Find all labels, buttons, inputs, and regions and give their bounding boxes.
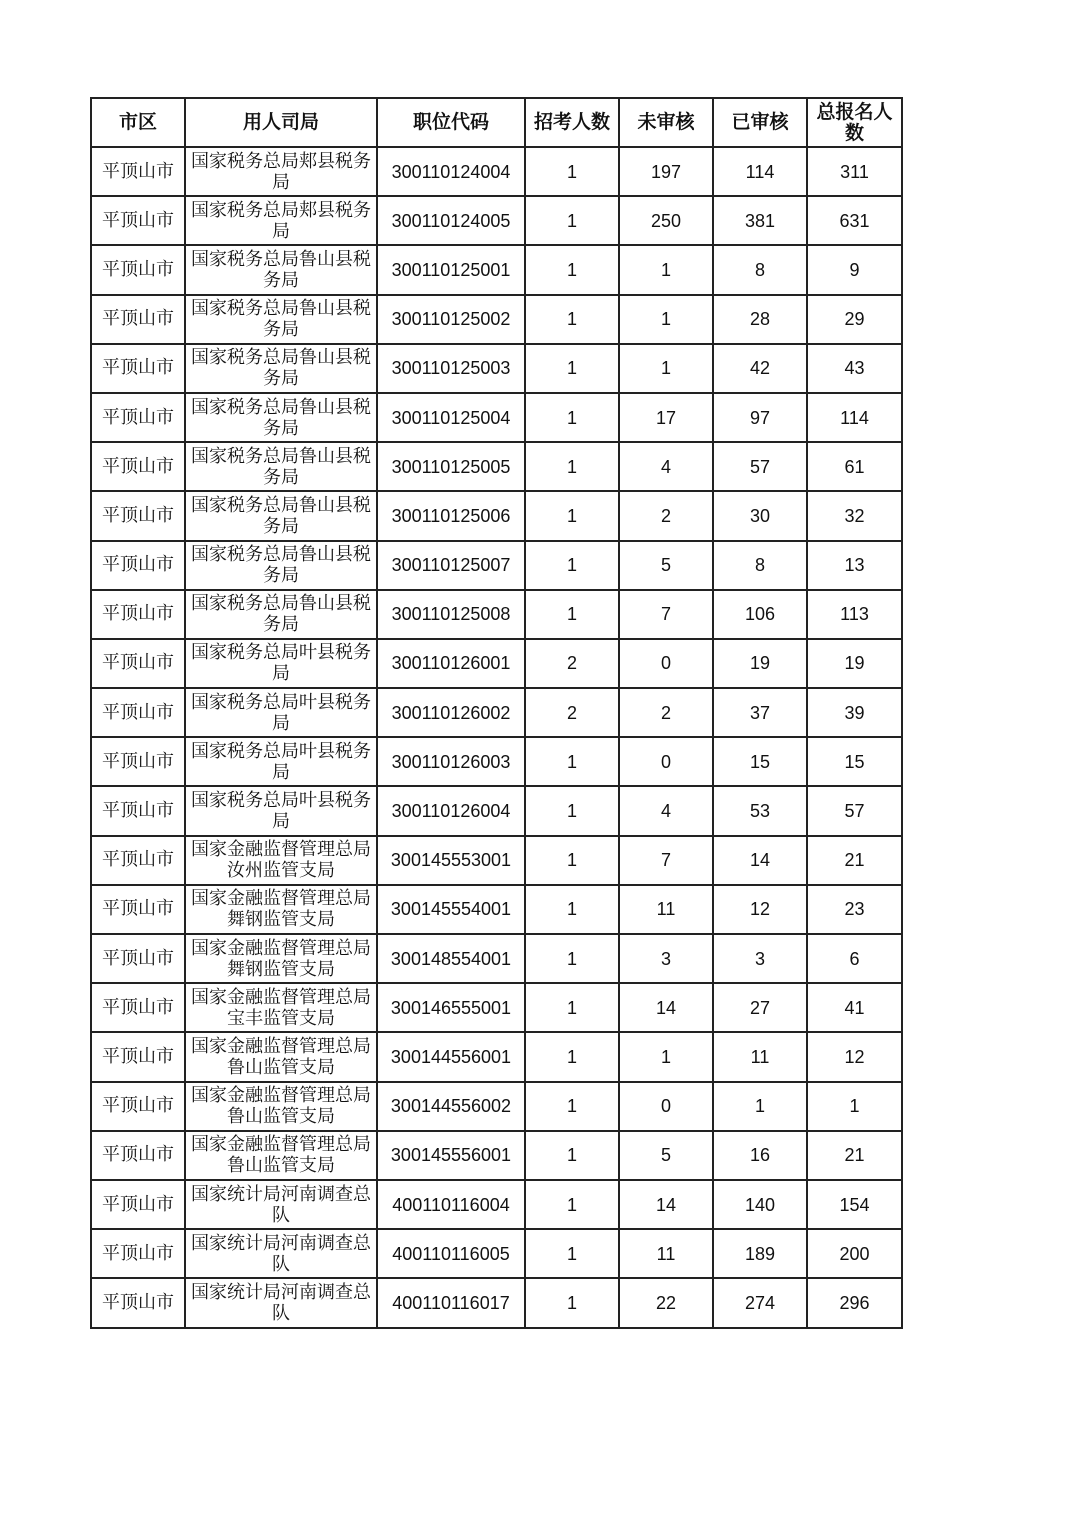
table-row — [91, 983, 902, 1032]
table-row — [91, 295, 902, 344]
cell-department: 国家金融监督管理总局宝丰监管支局 — [185, 983, 377, 1032]
table-row — [91, 737, 902, 786]
cell-department: 国家统计局河南调查总队 — [185, 1229, 377, 1278]
table-row — [91, 344, 902, 393]
cell-approved: 140 — [713, 1180, 807, 1229]
cell-pending: 14 — [619, 1180, 713, 1229]
cell-position-code: 300148554001 — [377, 934, 525, 983]
table-row — [91, 688, 902, 737]
table-body — [91, 147, 902, 1328]
cell-position-code: 300110125001 — [377, 245, 525, 294]
cell-approved: 57 — [713, 442, 807, 491]
cell-city: 平顶山市 — [91, 1180, 185, 1229]
table-row — [91, 147, 902, 196]
table-row — [91, 491, 902, 540]
cell-total: 23 — [807, 885, 902, 934]
table-row — [91, 786, 902, 835]
header-total: 总报名人数 — [807, 98, 902, 147]
cell-position-code: 300110125002 — [377, 295, 525, 344]
cell-department: 国家税务总局鲁山县税务局 — [185, 344, 377, 393]
cell-city: 平顶山市 — [91, 1131, 185, 1180]
cell-city: 平顶山市 — [91, 442, 185, 491]
cell-city: 平顶山市 — [91, 196, 185, 245]
cell-city: 平顶山市 — [91, 885, 185, 934]
table-row — [91, 541, 902, 590]
cell-approved: 27 — [713, 983, 807, 1032]
cell-position-code: 300110124005 — [377, 196, 525, 245]
cell-city: 平顶山市 — [91, 836, 185, 885]
cell-city: 平顶山市 — [91, 245, 185, 294]
cell-total: 32 — [807, 491, 902, 540]
cell-quota: 1 — [525, 295, 619, 344]
cell-approved: 1 — [713, 1082, 807, 1131]
cell-position-code: 300110126003 — [377, 737, 525, 786]
cell-pending: 4 — [619, 786, 713, 835]
cell-quota: 1 — [525, 245, 619, 294]
cell-position-code: 300144556002 — [377, 1082, 525, 1131]
cell-quota: 1 — [525, 442, 619, 491]
table-row — [91, 836, 902, 885]
cell-department: 国家税务总局鲁山县税务局 — [185, 442, 377, 491]
table-row — [91, 934, 902, 983]
table-row — [91, 245, 902, 294]
cell-department: 国家金融监督管理总局汝州监管支局 — [185, 836, 377, 885]
cell-pending: 14 — [619, 983, 713, 1032]
cell-pending: 11 — [619, 885, 713, 934]
cell-department: 国家金融监督管理总局鲁山监管支局 — [185, 1131, 377, 1180]
cell-total: 200 — [807, 1229, 902, 1278]
table-row — [91, 1032, 902, 1081]
cell-approved: 11 — [713, 1032, 807, 1081]
cell-quota: 1 — [525, 1278, 619, 1327]
cell-pending: 0 — [619, 639, 713, 688]
cell-quota: 1 — [525, 344, 619, 393]
cell-pending: 0 — [619, 1082, 713, 1131]
cell-position-code: 300110126001 — [377, 639, 525, 688]
cell-department: 国家税务总局鲁山县税务局 — [185, 393, 377, 442]
cell-city: 平顶山市 — [91, 1278, 185, 1327]
cell-city: 平顶山市 — [91, 983, 185, 1032]
cell-city: 平顶山市 — [91, 393, 185, 442]
cell-city: 平顶山市 — [91, 541, 185, 590]
cell-total: 113 — [807, 590, 902, 639]
cell-department: 国家税务总局鲁山县税务局 — [185, 245, 377, 294]
cell-quota: 1 — [525, 393, 619, 442]
cell-position-code: 300110125007 — [377, 541, 525, 590]
cell-pending: 3 — [619, 934, 713, 983]
cell-pending: 5 — [619, 541, 713, 590]
cell-approved: 15 — [713, 737, 807, 786]
cell-quota: 1 — [525, 1180, 619, 1229]
cell-position-code: 300145556001 — [377, 1131, 525, 1180]
cell-city: 平顶山市 — [91, 688, 185, 737]
cell-quota: 1 — [525, 737, 619, 786]
table-row — [91, 885, 902, 934]
table-row — [91, 639, 902, 688]
cell-quota: 1 — [525, 1229, 619, 1278]
cell-quota: 1 — [525, 491, 619, 540]
cell-city: 平顶山市 — [91, 737, 185, 786]
cell-department: 国家税务总局鲁山县税务局 — [185, 590, 377, 639]
table-row — [91, 1082, 902, 1131]
header-department: 用人司局 — [185, 98, 377, 147]
cell-total: 29 — [807, 295, 902, 344]
cell-position-code: 400110116004 — [377, 1180, 525, 1229]
registration-table — [90, 97, 903, 1329]
cell-pending: 22 — [619, 1278, 713, 1327]
cell-approved: 28 — [713, 295, 807, 344]
cell-total: 21 — [807, 836, 902, 885]
cell-position-code: 300110125006 — [377, 491, 525, 540]
cell-quota: 1 — [525, 541, 619, 590]
cell-total: 39 — [807, 688, 902, 737]
cell-pending: 2 — [619, 688, 713, 737]
cell-total: 114 — [807, 393, 902, 442]
cell-approved: 97 — [713, 393, 807, 442]
cell-approved: 37 — [713, 688, 807, 737]
cell-department: 国家税务总局鲁山县税务局 — [185, 541, 377, 590]
cell-total: 57 — [807, 786, 902, 835]
cell-quota: 1 — [525, 836, 619, 885]
cell-approved: 30 — [713, 491, 807, 540]
cell-pending: 4 — [619, 442, 713, 491]
cell-department: 国家税务总局郏县税务局 — [185, 196, 377, 245]
cell-position-code: 300110125003 — [377, 344, 525, 393]
cell-quota: 1 — [525, 983, 619, 1032]
cell-city: 平顶山市 — [91, 786, 185, 835]
cell-total: 19 — [807, 639, 902, 688]
cell-approved: 12 — [713, 885, 807, 934]
table-row — [91, 590, 902, 639]
cell-position-code: 300144556001 — [377, 1032, 525, 1081]
cell-total: 13 — [807, 541, 902, 590]
cell-department: 国家金融监督管理总局鲁山监管支局 — [185, 1032, 377, 1081]
cell-pending: 7 — [619, 836, 713, 885]
cell-pending: 5 — [619, 1131, 713, 1180]
cell-department: 国家税务总局叶县税务局 — [185, 639, 377, 688]
cell-position-code: 300110125005 — [377, 442, 525, 491]
cell-city: 平顶山市 — [91, 1082, 185, 1131]
cell-department: 国家统计局河南调查总队 — [185, 1180, 377, 1229]
cell-approved: 274 — [713, 1278, 807, 1327]
cell-department: 国家税务总局叶县税务局 — [185, 737, 377, 786]
cell-position-code: 300110125008 — [377, 590, 525, 639]
cell-quota: 2 — [525, 688, 619, 737]
cell-quota: 1 — [525, 786, 619, 835]
cell-department: 国家税务总局鲁山县税务局 — [185, 295, 377, 344]
table-row — [91, 1278, 902, 1327]
cell-pending: 1 — [619, 344, 713, 393]
cell-quota: 1 — [525, 196, 619, 245]
cell-pending: 0 — [619, 737, 713, 786]
cell-approved: 189 — [713, 1229, 807, 1278]
header-quota: 招考人数 — [525, 98, 619, 147]
cell-total: 41 — [807, 983, 902, 1032]
cell-total: 43 — [807, 344, 902, 393]
cell-quota: 1 — [525, 1131, 619, 1180]
cell-city: 平顶山市 — [91, 491, 185, 540]
cell-total: 21 — [807, 1131, 902, 1180]
cell-city: 平顶山市 — [91, 934, 185, 983]
cell-position-code: 400110116017 — [377, 1278, 525, 1327]
cell-quota: 1 — [525, 590, 619, 639]
cell-city: 平顶山市 — [91, 639, 185, 688]
cell-pending: 7 — [619, 590, 713, 639]
cell-approved: 14 — [713, 836, 807, 885]
header-approved: 已审核 — [713, 98, 807, 147]
cell-pending: 11 — [619, 1229, 713, 1278]
cell-position-code: 300110125004 — [377, 393, 525, 442]
table-row — [91, 196, 902, 245]
cell-quota: 1 — [525, 1032, 619, 1081]
cell-position-code: 300146555001 — [377, 983, 525, 1032]
cell-pending: 2 — [619, 491, 713, 540]
table-row — [91, 442, 902, 491]
cell-approved: 8 — [713, 245, 807, 294]
cell-approved: 8 — [713, 541, 807, 590]
cell-position-code: 300145553001 — [377, 836, 525, 885]
cell-total: 154 — [807, 1180, 902, 1229]
cell-quota: 1 — [525, 1082, 619, 1131]
cell-approved: 19 — [713, 639, 807, 688]
cell-quota: 1 — [525, 934, 619, 983]
cell-department: 国家金融监督管理总局舞钢监管支局 — [185, 934, 377, 983]
table-row — [91, 1229, 902, 1278]
cell-total: 1 — [807, 1082, 902, 1131]
cell-position-code: 300145554001 — [377, 885, 525, 934]
header-pending: 未审核 — [619, 98, 713, 147]
cell-total: 9 — [807, 245, 902, 294]
cell-city: 平顶山市 — [91, 147, 185, 196]
cell-city: 平顶山市 — [91, 1229, 185, 1278]
cell-approved: 42 — [713, 344, 807, 393]
cell-pending: 1 — [619, 1032, 713, 1081]
cell-pending: 197 — [619, 147, 713, 196]
cell-position-code: 300110126002 — [377, 688, 525, 737]
cell-position-code: 300110126004 — [377, 786, 525, 835]
cell-total: 296 — [807, 1278, 902, 1327]
table-row — [91, 1131, 902, 1180]
table-row — [91, 1180, 902, 1229]
cell-total: 12 — [807, 1032, 902, 1081]
cell-department: 国家税务总局郏县税务局 — [185, 147, 377, 196]
cell-total: 311 — [807, 147, 902, 196]
cell-quota: 2 — [525, 639, 619, 688]
cell-department: 国家税务总局叶县税务局 — [185, 786, 377, 835]
cell-approved: 3 — [713, 934, 807, 983]
cell-department: 国家金融监督管理总局舞钢监管支局 — [185, 885, 377, 934]
cell-approved: 381 — [713, 196, 807, 245]
cell-total: 6 — [807, 934, 902, 983]
cell-department: 国家税务总局鲁山县税务局 — [185, 491, 377, 540]
cell-total: 15 — [807, 737, 902, 786]
cell-city: 平顶山市 — [91, 1032, 185, 1081]
cell-pending: 250 — [619, 196, 713, 245]
cell-department: 国家税务总局叶县税务局 — [185, 688, 377, 737]
cell-quota: 1 — [525, 147, 619, 196]
cell-pending: 1 — [619, 295, 713, 344]
cell-department: 国家统计局河南调查总队 — [185, 1278, 377, 1327]
cell-city: 平顶山市 — [91, 344, 185, 393]
cell-approved: 16 — [713, 1131, 807, 1180]
cell-department: 国家金融监督管理总局鲁山监管支局 — [185, 1082, 377, 1131]
header-row — [91, 98, 902, 147]
cell-total: 61 — [807, 442, 902, 491]
cell-total: 631 — [807, 196, 902, 245]
cell-pending: 17 — [619, 393, 713, 442]
cell-city: 平顶山市 — [91, 590, 185, 639]
cell-approved: 53 — [713, 786, 807, 835]
table-row — [91, 393, 902, 442]
header-position-code: 职位代码 — [377, 98, 525, 147]
cell-approved: 114 — [713, 147, 807, 196]
cell-position-code: 400110116005 — [377, 1229, 525, 1278]
cell-pending: 1 — [619, 245, 713, 294]
cell-quota: 1 — [525, 885, 619, 934]
cell-city: 平顶山市 — [91, 295, 185, 344]
cell-position-code: 300110124004 — [377, 147, 525, 196]
cell-approved: 106 — [713, 590, 807, 639]
header-city: 市区 — [91, 98, 185, 147]
